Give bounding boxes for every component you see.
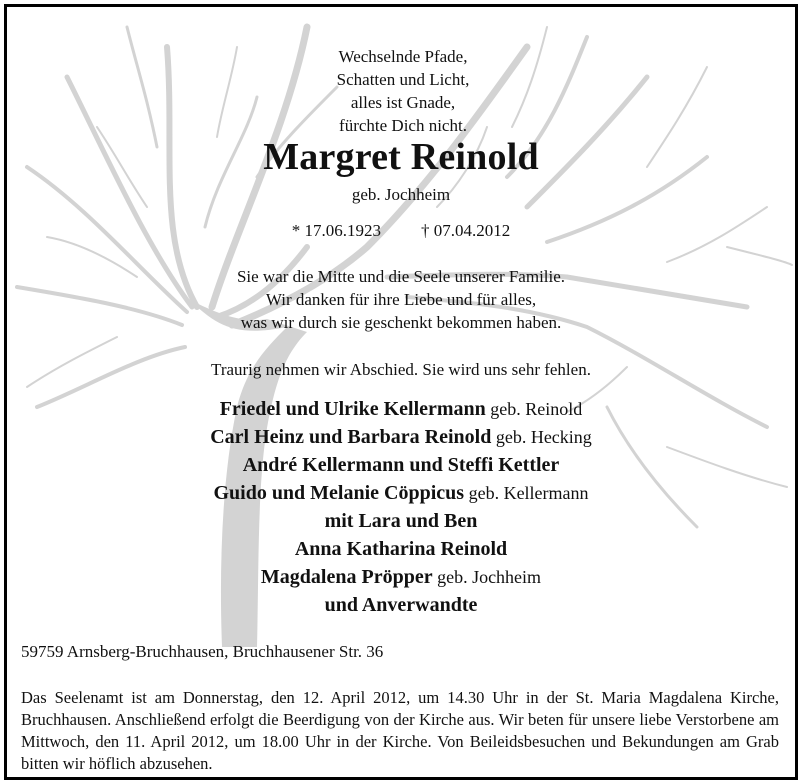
mourner-name: Guido und Melanie Cöppicus (213, 482, 465, 504)
mourner-note: geb. Hecking (491, 427, 592, 447)
poem-line: fürchte Dich nicht. (339, 116, 467, 135)
tribute (7, 265, 795, 334)
mourner-entry (7, 591, 795, 619)
mourner-entry (7, 395, 795, 423)
mourner-note: geb. Jochheim (432, 567, 542, 587)
deceased-name: Margret Reinold (263, 136, 539, 178)
mourner-entry (7, 479, 795, 507)
mourner-entry (7, 507, 795, 535)
mourner-name: Carl Heinz und Barbara Reinold (210, 426, 492, 448)
tribute-line: Sie war die Mitte und die Seele unserer Familie. (236, 267, 566, 286)
death-date: † 07.04.2012 (421, 221, 511, 240)
mourner-entry (7, 563, 795, 591)
tribute-line: Wir danken für ihre Liebe und für alles, (265, 290, 537, 309)
mourner-name: Magdalena Pröpper (260, 566, 433, 588)
life-dates (7, 221, 795, 241)
mourner-note: geb. Reinold (485, 399, 583, 419)
mourner-name: Friedel und Ulrike Kellermann (219, 398, 486, 420)
mourner-name: mit Lara und Ben (324, 510, 478, 532)
farewell-text: Traurig nehmen wir Abschied. Sie wird uns sehr fehlen. (211, 360, 591, 379)
obituary-notice (4, 4, 798, 780)
birth-date: * 17.06.1923 (291, 221, 381, 240)
notice-content (7, 7, 795, 777)
mourner-name: und Anverwandte (324, 594, 478, 616)
mourner-name: Anna Katharina Reinold (294, 538, 508, 560)
mourner-entry (7, 423, 795, 451)
tribute-line: was wir durch sie geschenkt bekommen haben. (240, 313, 562, 332)
mourner-entry (7, 451, 795, 479)
mourner-entry (7, 535, 795, 563)
poem-line: alles ist Gnade, (350, 93, 456, 112)
mourner-note: geb. Kellermann (464, 483, 589, 503)
poem (7, 45, 795, 137)
address: 59759 Arnsberg-Bruchhausen, Bruchhausener Str. 36 (21, 642, 384, 661)
poem-line: Schatten und Licht, (336, 70, 470, 89)
funeral-details: Das Seelenamt ist am Donnerstag, den 12. April 2012, um 14.30 Uhr in der St. Maria Magdalena Kirche, Bruchhausen. Anschließend erfolgt die Beerdigung von der Kirche aus. Wir beten für unsere liebe Verstorbene am Mittwoch, den 11. April 2012, um 18.00 Uhr in der Kirche. Von Beileidsbesuchen und Bekundungen am Grab bitten wir höflich abzusehen. (21, 688, 779, 773)
poem-line: Wechselnde Pfade, (338, 47, 468, 66)
mourner-name: André Kellermann und Steffi Kettler (242, 454, 560, 476)
birth-name: geb. Jochheim (351, 185, 451, 204)
mourners-list (7, 395, 795, 619)
